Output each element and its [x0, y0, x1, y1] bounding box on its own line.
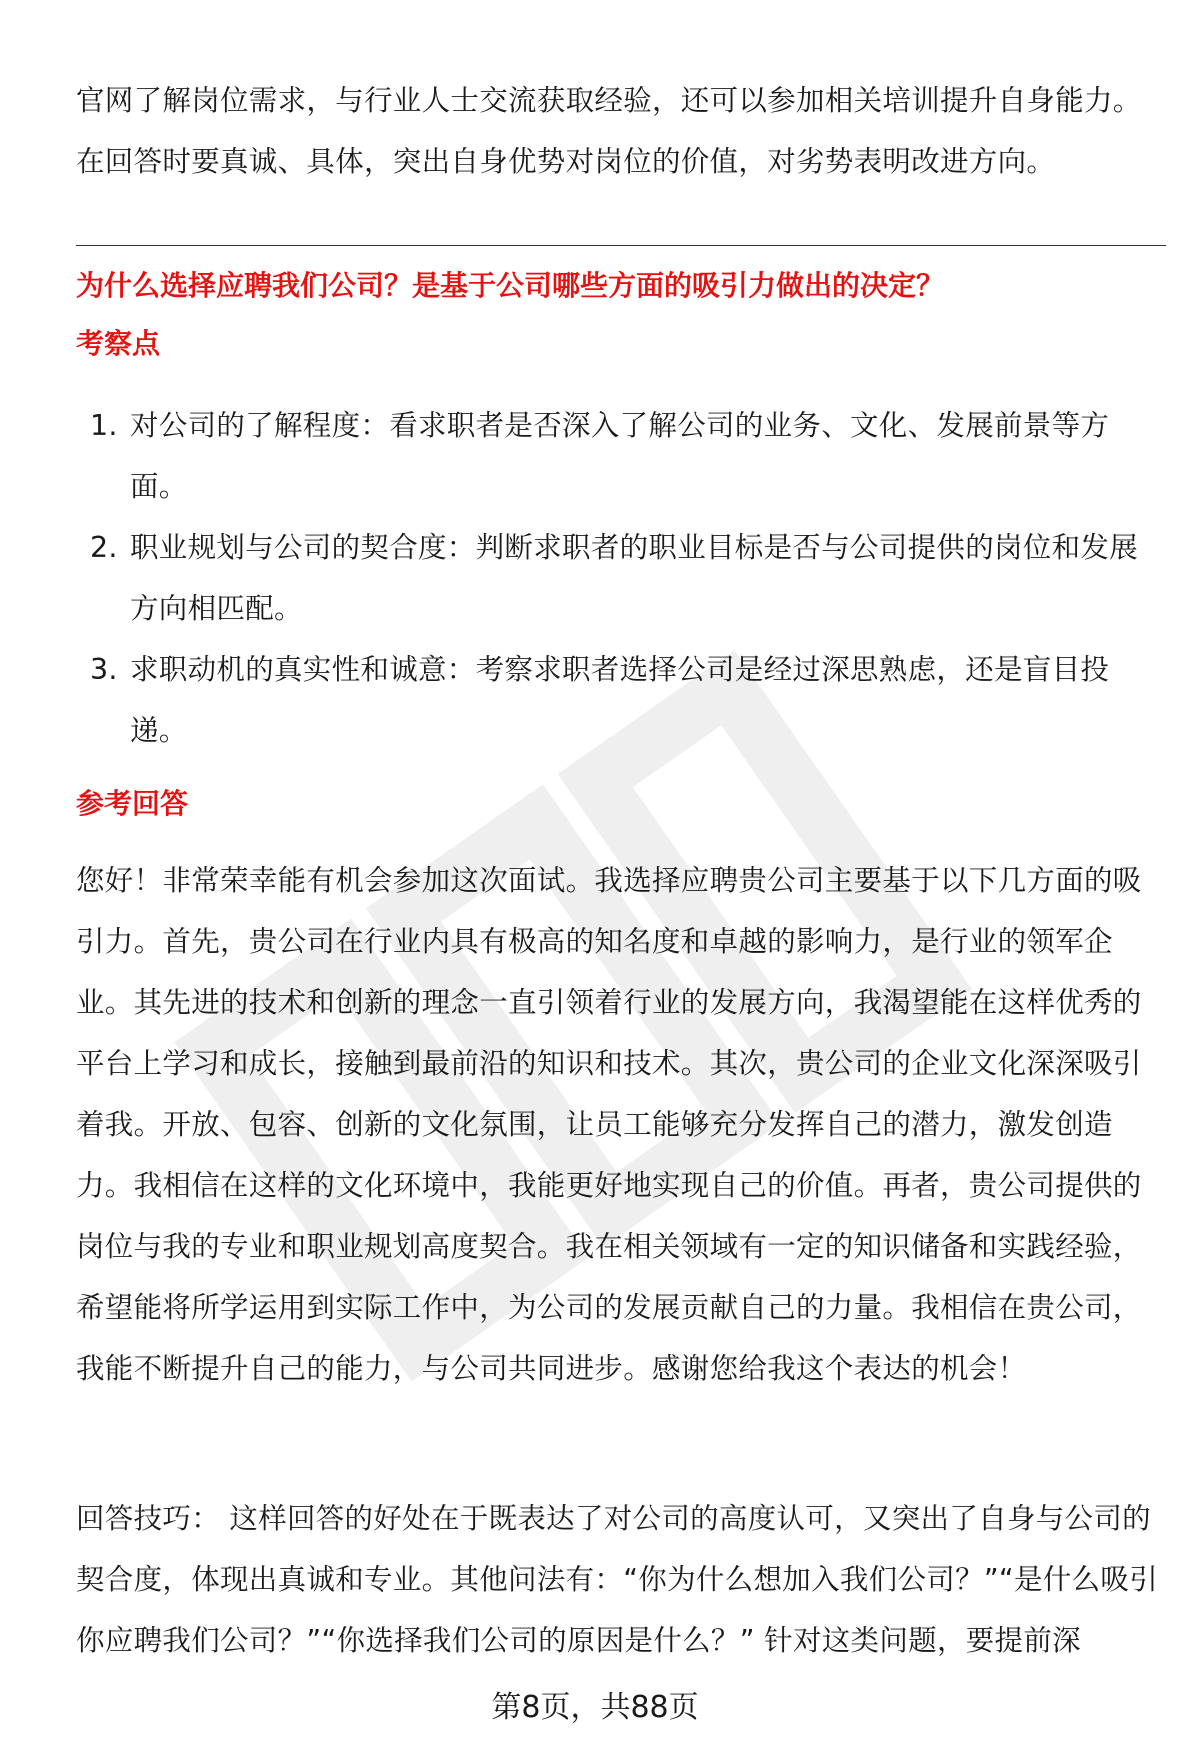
assessment-point: [76, 395, 1161, 517]
assessment-point: [76, 639, 1161, 761]
answer-tips-text: 回答技巧： 这样回答的好处在于既表达了对公司的高度认可，又突出了自身与公司的契合度，体现出真诚和专业。其他问法有：“你为什么想加入我们公司？”“是什么吸引你应聘我们公司？”“你选择我们公司的原因是什么？” 针对这类问题，要提前深: [76, 1502, 1158, 1657]
point-text: 求职动机的真实性和诚意：考察求职者选择公司是经过深思熟虑，还是盲目投递。: [130, 653, 1110, 747]
assessment-heading: 考察点: [76, 327, 161, 360]
section-divider: [76, 245, 1166, 246]
assessment-point: [76, 517, 1161, 639]
point-text: 对公司的了解程度：看求职者是否深入了解公司的业务、文化、发展前景等方面。: [130, 409, 1110, 503]
point-text: 职业规划与公司的契合度：判断求职者的职业目标是否与公司提供的岗位和发展方向相匹配。: [130, 531, 1139, 625]
assessment-points-list: [76, 395, 1161, 761]
point-number: 1.: [90, 409, 118, 442]
reference-answer-heading: 参考回答: [76, 787, 189, 820]
point-number: 3.: [90, 653, 118, 686]
reference-answer-text: 您好！非常荣幸能有机会参加这次面试。我选择应聘贵公司主要基于以下几方面的吸引力。首先，贵公司在行业内具有极高的知名度和卓越的影响力，是行业的领军企业。其先进的技术和创新的理念一直引领着行业的发展方向，我渴望能在这样优秀的平台上学习和成长，接触到最前沿的知识和技术。其次，贵公司的企业文化深深吸引着我。开放、包容、创新的文化氛围，让员工能够充分发挥自己的潜力，激发创造力。我相信在这样的文化环境中，我能更好地实现自己的价值。再者，贵公司提供的岗位与我的专业和职业规划高度契合。我在相关领域有一定的知识储备和实践经验，希望能将所学运用到实际工作中，为公司的发展贡献自己的力量。我相信在贵公司，我能不断提升自己的能力，与公司共同进步。感谢您给我这个表达的机会！: [76, 864, 1142, 1385]
point-number: 2.: [90, 531, 118, 564]
question-title: 为什么选择应聘我们公司？是基于公司哪些方面的吸引力做出的决定？: [76, 269, 945, 302]
page-number-footer: 第8页，共88页: [491, 1690, 699, 1725]
intro-paragraph: 官网了解岗位需求，与行业人士交流获取经验，还可以参加相关培训提升自身能力。在回答时要真诚、具体，突出自身优势对岗位的价值，对劣势表明改进方向。: [76, 84, 1142, 178]
